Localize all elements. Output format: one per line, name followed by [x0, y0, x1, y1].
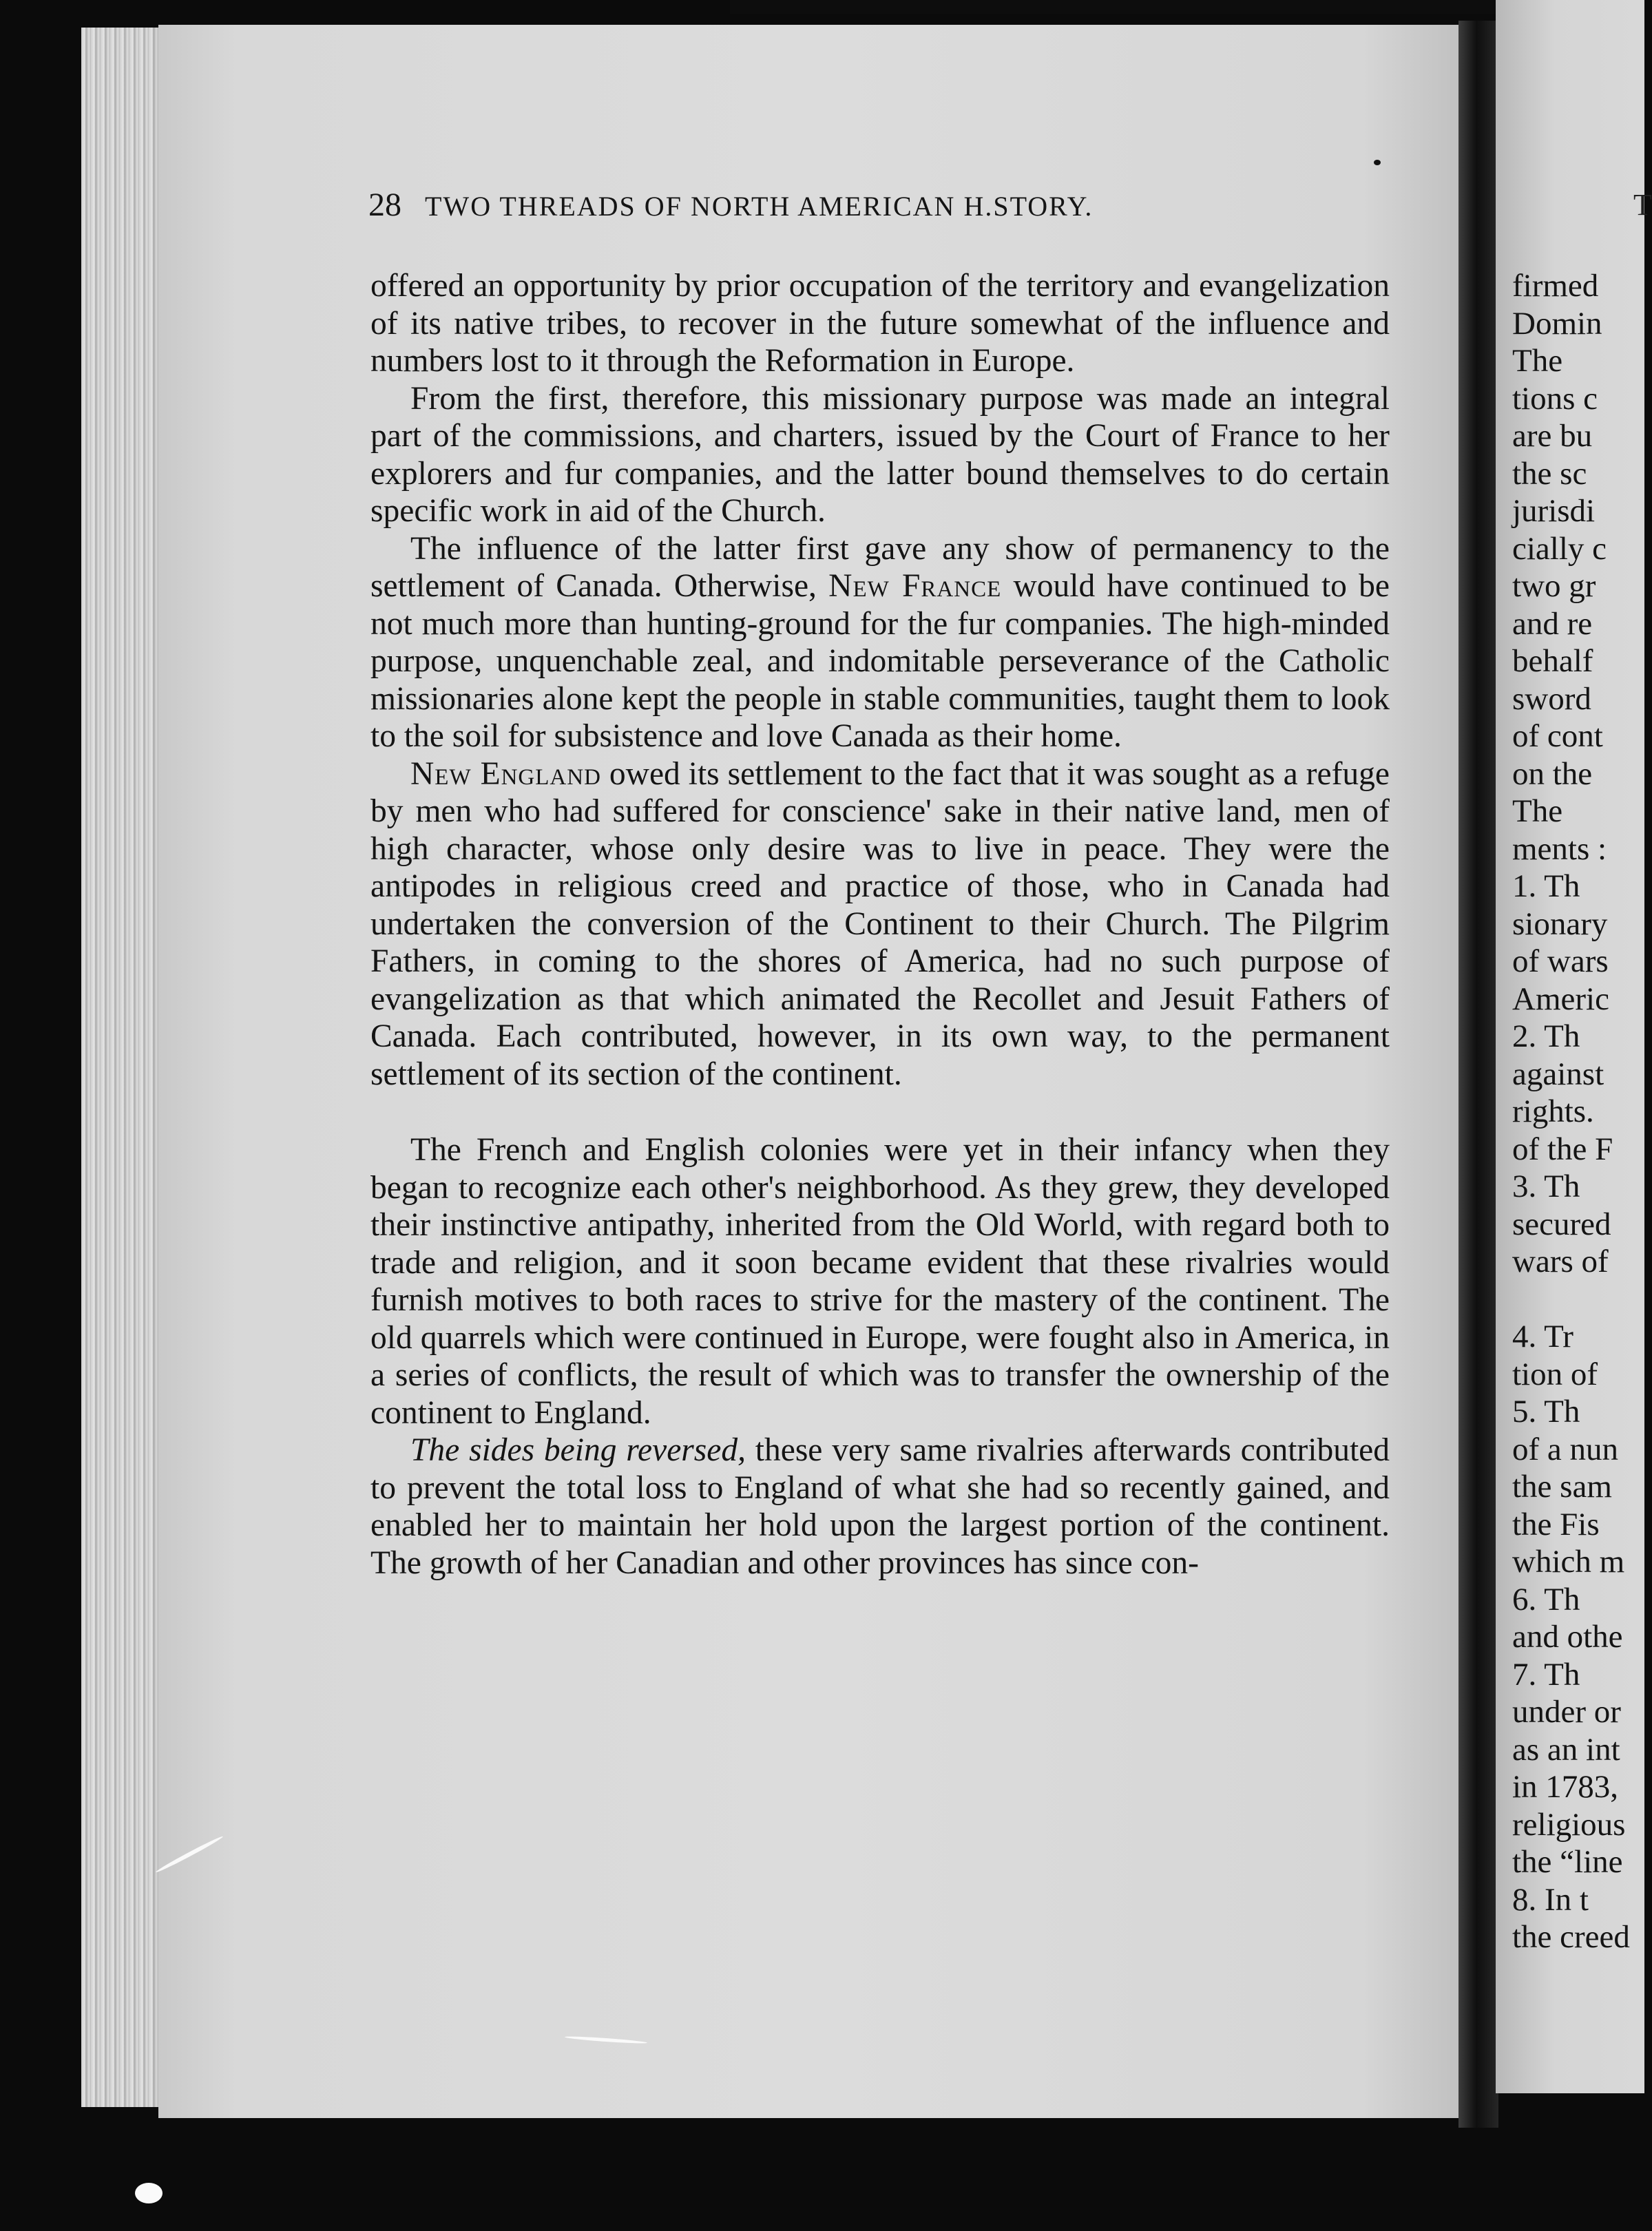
- facing-page-line: the Fis: [1512, 1506, 1600, 1542]
- paragraph-6: [370, 1432, 1390, 1582]
- facing-page-line: 8. In t: [1512, 1881, 1589, 1918]
- paragraph-3-rest: would have continued to be not much more than hunting-ground for the fur companies. The high-minded purpose, unquenchable zeal, and indomitable perseverance of the Catholic missionaries alone kept the people in stable communities, taught them to look to the soil for subsistence and love Canada as their home.: [370, 568, 1390, 754]
- page-number: 28: [368, 187, 401, 223]
- book-gutter: [1458, 21, 1498, 2128]
- facing-page-line: 3. Th: [1512, 1169, 1580, 1204]
- paragraph-4-rest: owed its settlement to the fact that it was sought as a refuge by men who had suffered for conscience' sake in their native land, men of high character, whose only desire was to live in peace. They were the antipodes in religious creed and practice of those, who in Canada had undertaken the conversion of the Continent to their Church. The Pilgrim Fathers, in coming to the shores of America, had no such purpose of evangelization as that which animated the Recollet and Jesuit Fathers of Canada. Each contributed, however, in its own way, to the permanent settlement of its section of the continent.: [370, 755, 1390, 1092]
- paragraph-3-lead: The influence of the latter first gave any show of permanency to the settlement of Canada. Otherwise,: [370, 530, 1390, 604]
- facing-page-line: the sc: [1512, 455, 1587, 492]
- new-england-smallcaps: New England: [410, 755, 601, 792]
- facing-page-line: 5. Th: [1512, 1394, 1580, 1429]
- facing-page-line: 1. Th: [1512, 868, 1580, 904]
- facing-page-line: sword: [1512, 680, 1591, 717]
- facing-page-line: and othe: [1512, 1619, 1623, 1655]
- facing-page-line: cially c: [1512, 530, 1607, 567]
- facing-page-line: of the F: [1512, 1131, 1613, 1167]
- facing-page-line: of wars: [1512, 943, 1609, 979]
- paragraph-4: [370, 755, 1390, 1093]
- facing-page-gap: [1512, 1281, 1650, 1319]
- facing-page-line: of a nun: [1512, 1431, 1619, 1467]
- paragraph-5: The French and English colonies were yet in their infancy when they began to recognize each other's neighborhood. As they grew, they developed their instinctive antipathy, inherited from the Old World, with regard both to trade and religion, and it soon became evident that these rivalries would furnish motives to both races to strive for the mastery of the continent. The old quarrels which were continued in Europe, were fought also in America, in a series of conflicts, the result of which was to transfer the ownership of the continent to England.: [370, 1132, 1390, 1431]
- facing-page-line: Americ: [1512, 981, 1609, 1017]
- facing-page-line: the “line: [1512, 1844, 1623, 1880]
- facing-page-line: 2. Th: [1512, 1018, 1580, 1054]
- paragraph-3: [370, 530, 1390, 755]
- paragraph-1: offered an opportunity by prior occupation of the territory and evangelization of its native tribes, to recover in the future somewhat of the influence and numbers lost to it through the Reformation in Europe.: [370, 268, 1390, 379]
- running-header: [368, 186, 1401, 227]
- facing-page-line: 6. Th: [1512, 1581, 1580, 1617]
- facing-page-lines: [1512, 267, 1650, 1956]
- facing-page-line: The: [1512, 343, 1563, 379]
- facing-page-line: under or: [1512, 1694, 1621, 1730]
- new-france-smallcaps: New France: [828, 568, 1002, 604]
- facing-page-line: Domin: [1512, 305, 1602, 342]
- facing-page-line: religious: [1512, 1806, 1626, 1843]
- scan-speck: [1374, 160, 1381, 165]
- facing-page-line: tions c: [1512, 380, 1598, 417]
- facing-page-line: which m: [1512, 1544, 1625, 1580]
- facing-page-line: sionary: [1512, 905, 1608, 942]
- facing-page: [1496, 0, 1652, 2093]
- facing-page-line: the sam: [1512, 1469, 1612, 1505]
- facing-page-line: wars of: [1512, 1244, 1609, 1279]
- facing-page-line: on the: [1512, 755, 1593, 792]
- facing-page-line: in 1783,: [1512, 1769, 1619, 1805]
- paragraph-6-rest: these very same rivalries afterwards contributed to prevent the total loss to England of what she had so recently gained, and enabled her to maintain her hold upon the largest portion of the continent. The growth of her Canadian and other provinces has since con-: [370, 1432, 1390, 1581]
- body-text: [370, 267, 1390, 1582]
- facing-page-line: and re: [1512, 605, 1593, 642]
- facing-page-line: rights.: [1512, 1093, 1594, 1129]
- paragraph-2: From the first, therefore, this missionary purpose was made an integral part of the commissions, and charters, issued by the Court of France to her explorers and fur companies, and the latter bound themselves to do certain specific work in aid of the Church.: [370, 380, 1390, 529]
- facing-page-line: the creed: [1512, 1919, 1630, 1955]
- facing-page-line: firmed: [1512, 268, 1599, 304]
- facing-page-line: jurisdi: [1512, 493, 1596, 529]
- facing-page-line: 4. Tr: [1512, 1319, 1573, 1354]
- facing-page-line: ments :: [1512, 830, 1607, 867]
- facing-page-line: The: [1512, 793, 1563, 829]
- facing-page-line: behalf: [1512, 643, 1593, 679]
- facing-page-line: secured: [1512, 1206, 1611, 1242]
- sides-reversed-italic: The sides being reversed,: [410, 1432, 746, 1468]
- running-title: TWO THREADS OF NORTH AMERICAN H.STORY.: [425, 191, 1094, 222]
- facing-page-header: T: [1633, 188, 1652, 222]
- facing-page-line: are bu: [1512, 418, 1593, 454]
- facing-page-line: two gr: [1512, 568, 1596, 604]
- facing-page-line: against: [1512, 1056, 1604, 1092]
- facing-page-line: as an int: [1512, 1731, 1620, 1768]
- facing-page-line: 7. Th: [1512, 1656, 1580, 1693]
- facing-page-line: of cont: [1512, 718, 1603, 754]
- facing-page-line: tion of: [1512, 1356, 1598, 1392]
- scan-blotch: [135, 2183, 163, 2203]
